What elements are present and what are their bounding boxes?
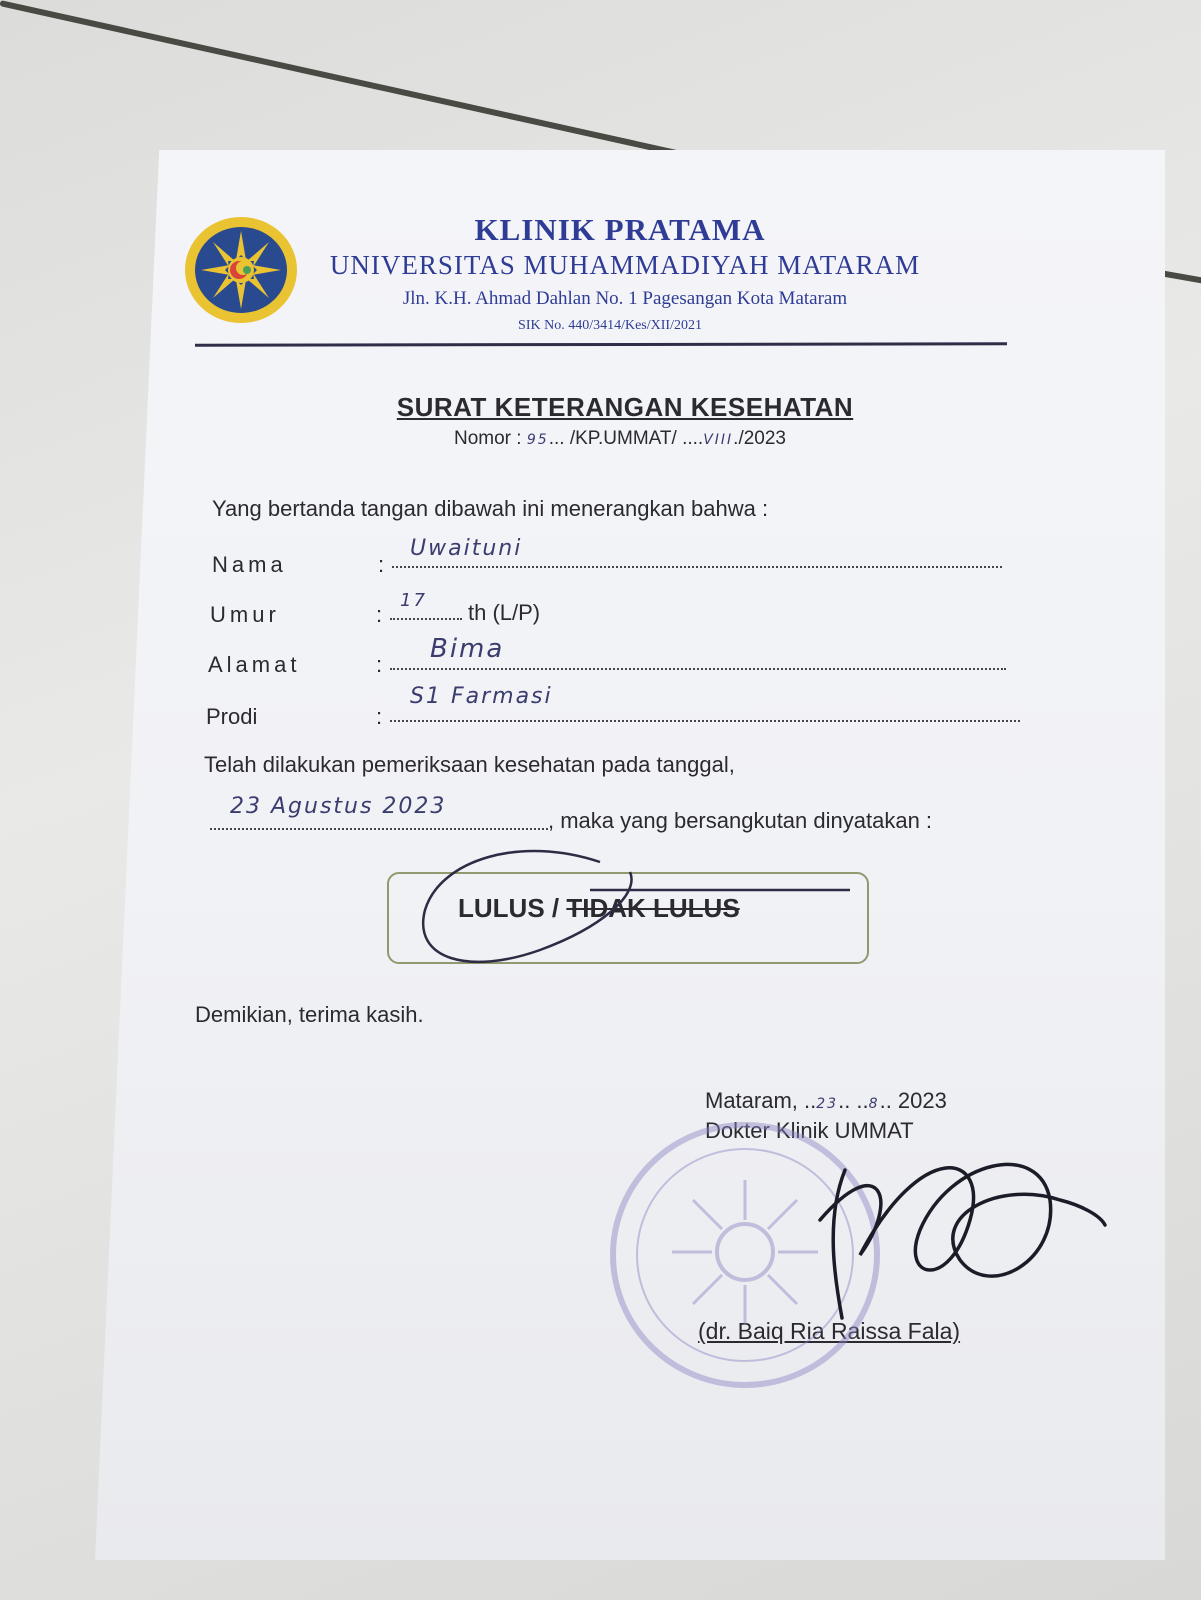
nama-label: Nama [212, 552, 287, 577]
nama-value: Uwaituni [410, 536, 523, 561]
prodi-colon: : [376, 704, 383, 729]
university-name: UNIVERSITAS MUHAMMADIYAH MATARAM [329, 250, 921, 280]
doctor-signature-scribble [820, 1164, 1105, 1318]
umur-suffix: th (L/P) [468, 600, 541, 625]
document-number: Nomor : 95... /KP.UMMAT/ ....VIII./2023 [454, 428, 786, 449]
signature-date: Mataram, ..23.. ..8.. 2023 [705, 1088, 947, 1113]
umur-value: 17 [400, 590, 427, 611]
number-prefix: Nomor : [454, 428, 522, 449]
document-title: SURAT KETERANGAN KESEHATAN [396, 392, 854, 422]
signature-year: 2023 [897, 1088, 947, 1113]
clinic-name: KLINIK PRATAMA [474, 212, 766, 247]
intro-text: Yang bertanda tangan dibawah ini menerangkan bahwa : [212, 496, 769, 521]
license-number: SIK No. 440/3414/Kes/XII/2021 [518, 318, 702, 333]
result-tidak-lulus: TIDAK LULUS [566, 893, 740, 923]
result-lulus: LULUS / [458, 893, 567, 923]
signature-day: 23 [816, 1096, 839, 1112]
alamat-colon: : [376, 652, 383, 677]
handwritten-number: 95 [526, 432, 549, 448]
handwritten-month: VIII [703, 432, 734, 448]
signature-role: Dokter Klinik UMMAT [705, 1118, 914, 1143]
nama-colon: : [378, 552, 385, 577]
closing-text: Demikian, terima kasih. [195, 1002, 424, 1027]
signature-month: 8 [868, 1096, 880, 1112]
prodi-label: Prodi [206, 704, 258, 729]
prodi-value: S1 Farmasi [410, 684, 553, 709]
clinic-stamp [613, 1125, 877, 1385]
exam-date-value: 23 Agustus 2023 [230, 794, 447, 819]
doctor-name: (dr. Baiq Ria Raissa Fala) [698, 1318, 961, 1344]
signature-place: Mataram, [705, 1088, 798, 1113]
number-suffix: /2023 [738, 428, 786, 449]
umur-label: Umur [210, 602, 280, 627]
umur-colon: : [376, 602, 383, 627]
exam-statement: Telah dilakukan pemeriksaan kesehatan pada tanggal, [204, 752, 735, 777]
clinic-address: Jln. K.H. Ahmad Dahlan No. 1 Pagesangan Kota Mataram [402, 288, 848, 309]
declared-text: , maka yang bersangkutan dinyatakan : [548, 808, 933, 833]
alamat-value: Bima [430, 634, 505, 664]
lulus-circle-mark [423, 851, 850, 962]
number-middle: /KP.UMMAT/ [569, 428, 677, 449]
alamat-label: Alamat [208, 652, 301, 677]
